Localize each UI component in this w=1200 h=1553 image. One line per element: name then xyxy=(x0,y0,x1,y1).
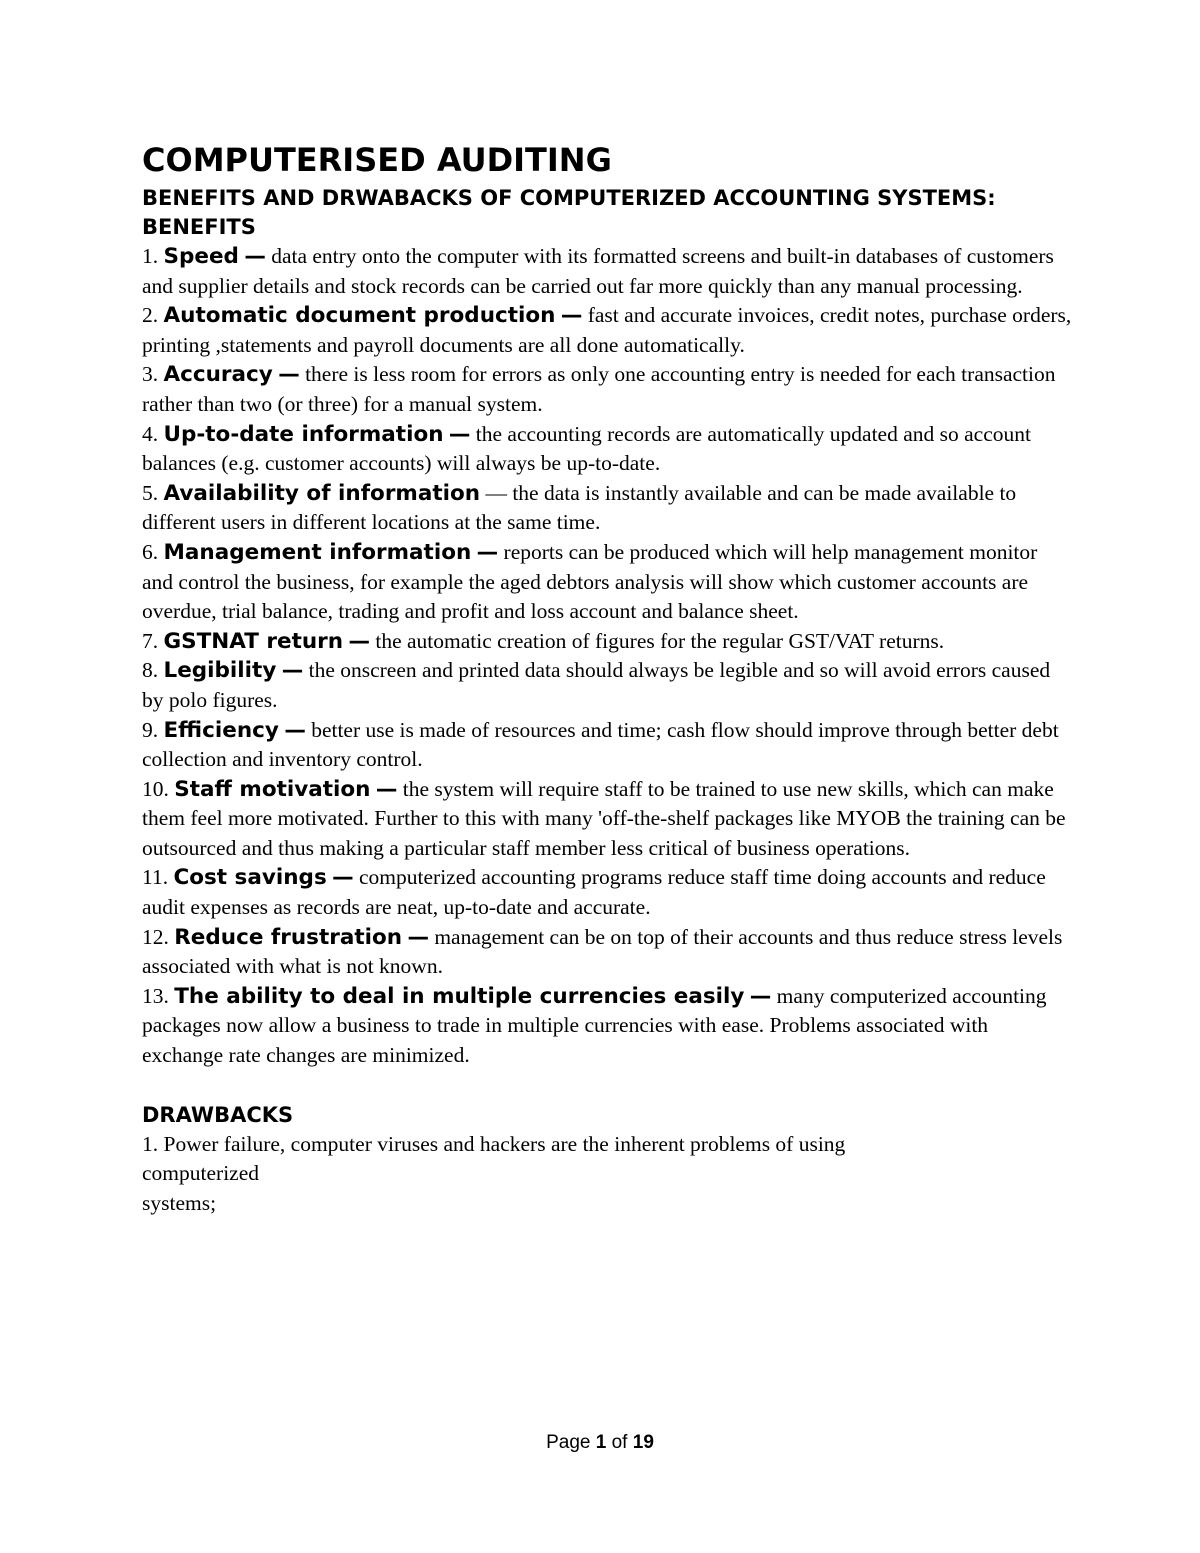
page-current: 1 xyxy=(595,1432,607,1453)
item-term: Speed xyxy=(163,244,239,269)
item-number: 11. xyxy=(142,865,169,890)
drawback-line: computerized xyxy=(142,1161,260,1186)
item-text: the accounting records are automatically updated and so account balances (e.g. customer accounts) will always be up-to-date. xyxy=(142,421,1031,476)
page-total: 19 xyxy=(632,1432,654,1453)
of-word: of xyxy=(611,1432,628,1453)
list-item xyxy=(142,982,1072,1071)
benefits-list xyxy=(142,242,1072,1071)
item-text: fast and accurate invoices, credit notes, purchase orders, printing ,statements and payroll documents are all done automatically. xyxy=(142,303,1072,357)
list-item xyxy=(142,716,1072,775)
item-number: 3. xyxy=(142,362,159,387)
item-text: many computerized accounting packages now allow a business to trade in multiple currencies with ease. Problems associated with exchange rate changes are minimized. xyxy=(142,983,1047,1068)
item-text: the onscreen and printed data should always be legible and so will avoid errors caused by polo figures. xyxy=(142,658,1051,712)
list-item xyxy=(142,775,1072,864)
item-text: the data is instantly available and can be made available to different users in different locations at the same time. xyxy=(142,480,1017,535)
item-number: 4. xyxy=(142,421,159,446)
item-text: better use is made of resources and time; cash flow should improve through better debt collection and inventory control. xyxy=(142,717,1059,772)
benefits-heading: BENEFITS xyxy=(142,215,256,239)
item-term: Automatic document production xyxy=(163,303,556,329)
page-footer xyxy=(0,1430,1200,1456)
item-text: the automatic creation of figures for the regular GST/VAT returns. xyxy=(375,628,945,653)
item-dash: — xyxy=(448,421,471,447)
item-dash: — xyxy=(284,717,306,743)
item-dash: — xyxy=(407,924,429,950)
list-item xyxy=(142,420,1072,479)
list-item xyxy=(142,863,1072,922)
item-term: The ability to deal in multiple currencies easily xyxy=(174,983,745,1009)
drawback-line: 1. Power failure, computer viruses and hackers are the inherent problems of using xyxy=(142,1131,846,1156)
item-text: data entry onto the computer with its formatted screens and built-in databases of customers and supplier details and stock records can be carried out far more quickly than any manual processing. xyxy=(142,244,1054,298)
item-dash: — xyxy=(281,658,304,684)
item-term: Availability of information xyxy=(163,480,481,506)
item-number: 10. xyxy=(142,776,169,801)
item-dash: — xyxy=(278,362,300,388)
document-page xyxy=(142,138,1072,1218)
item-number: 6. xyxy=(142,539,159,564)
item-dash: — xyxy=(485,480,507,505)
list-item xyxy=(142,360,1072,419)
item-number: 8. xyxy=(142,658,159,683)
item-number: 1. xyxy=(142,244,159,268)
list-item xyxy=(142,242,1072,301)
item-text: the system will require staff to be trained to use new skills, which can make them feel more motivated. Further to this with many 'off-the-shelf packages like MYOB the training can be outsourced and thus making a particular staff member less critical of business operations. xyxy=(142,776,1066,860)
list-item xyxy=(142,538,1072,627)
item-number: 5. xyxy=(142,480,159,505)
list-item xyxy=(142,627,1072,657)
item-number: 12. xyxy=(142,924,169,949)
item-dash: — xyxy=(749,983,772,1009)
drawback-line: systems; xyxy=(142,1190,217,1215)
item-dash: — xyxy=(375,776,398,802)
item-term: Up-to-date information xyxy=(163,421,444,447)
item-term: Legibility xyxy=(163,658,277,684)
drawbacks-heading: DRAWBACKS xyxy=(142,1102,294,1127)
list-item xyxy=(142,479,1072,538)
item-term: GSTNAT return xyxy=(163,628,344,654)
item-number: 13. xyxy=(142,983,169,1008)
item-text: there is less room for errors as only one accounting entry is needed for each transaction rather than two (or three) for a manual system. xyxy=(142,362,1056,416)
item-dash: — xyxy=(560,303,583,329)
item-term: Management information xyxy=(163,539,472,565)
drawbacks-list xyxy=(142,1130,1072,1219)
item-text: reports can be produced which will help management monitor and control the business, for example the aged debtors analysis will show which customer accounts are overdue, trial balance, trading and profit and loss account and balance sheet. xyxy=(142,539,1038,624)
item-text: computerized accounting programs reduce staff time doing accounts and reduce audit expenses as records are neat, up-to-date and accurate. xyxy=(142,865,1046,920)
item-term: Efficiency xyxy=(163,717,279,743)
item-number: 9. xyxy=(142,717,159,742)
list-item xyxy=(142,301,1072,360)
document-subtitle: BENEFITS AND DRWABACKS OF COMPUTERIZED ACCOUNTING SYSTEMS: xyxy=(142,186,996,210)
list-item xyxy=(142,656,1072,715)
document-title: COMPUTERISED AUDITING xyxy=(142,141,612,179)
item-dash: — xyxy=(332,865,354,891)
item-dash: — xyxy=(476,539,499,565)
list-item xyxy=(142,923,1072,982)
item-term: Staff motivation xyxy=(174,776,371,802)
item-dash: — xyxy=(348,628,370,654)
item-dash: — xyxy=(244,244,266,269)
item-number: 7. xyxy=(142,628,159,653)
item-number: 2. xyxy=(142,303,159,328)
item-text: management can be on top of their accounts and thus reduce stress levels associated with what is not known. xyxy=(142,924,1063,979)
item-term: Accuracy xyxy=(163,362,273,388)
item-term: Reduce frustration xyxy=(174,924,403,950)
page-word: Page xyxy=(546,1432,591,1453)
item-term: Cost savings xyxy=(173,865,327,891)
